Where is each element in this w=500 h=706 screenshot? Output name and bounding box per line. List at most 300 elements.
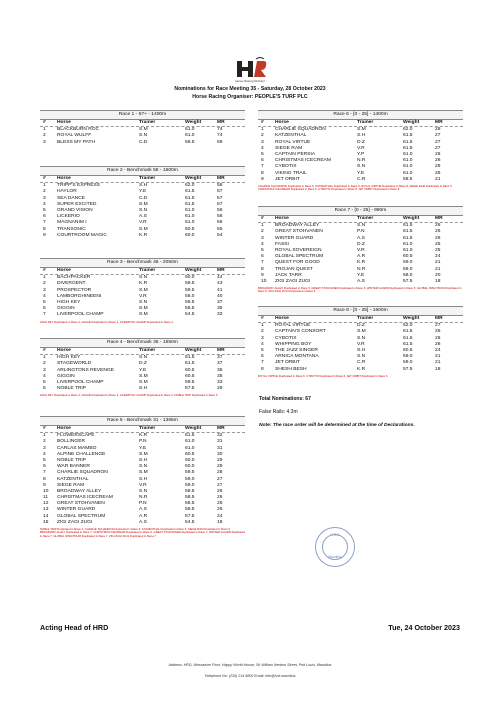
cell-horse: NOBLE TRIP [57, 386, 86, 392]
cell-trainer: N.R [357, 158, 366, 164]
cell-trainer: Y.E [139, 189, 147, 195]
duplicate-notes: HIGH KEY Duplicated in Race 4. GIGGIN Duplicated in Race 4. LIVERPOOL CHAMP Duplicated in Race 4 [40, 319, 173, 324]
cell-horse: GLOBAL SPECTRUM [57, 513, 106, 519]
cell-no: 8 [43, 226, 46, 232]
cell-mr: 32 [217, 433, 223, 439]
cell-weight: 61.0 [185, 207, 195, 213]
cell-trainer: K.R [357, 366, 366, 372]
cell-mr: 26 [435, 329, 441, 335]
cell-trainer: C.D [139, 195, 148, 201]
cell-horse: JET ORBIT [275, 360, 300, 366]
table-row [40, 312, 245, 318]
cell-trainer: S.N [139, 464, 148, 470]
cell-horse: ROYAL VIRTUE [275, 323, 311, 329]
cell-no: 1 [261, 223, 264, 229]
race-title: Race 4 - Benchmark 36 - 1650m [40, 338, 245, 348]
column-header-weight: Weight [403, 120, 420, 125]
cell-weight: 58.0 [403, 272, 413, 278]
cell-weight: 59.5 [185, 287, 195, 293]
cell-weight: 60.0 [185, 457, 195, 463]
cell-trainer: C.R [357, 360, 366, 366]
column-header-no: # [261, 216, 264, 221]
cell-weight: 57.5 [403, 366, 413, 372]
cell-weight: 61.0 [403, 247, 413, 253]
cell-mr: 26 [435, 164, 441, 170]
duplicate-notes: ROYAL VIRTUE Duplicated in Race 6. CYBOTIX Duplicated in Race 6. JET ORBIT Duplicated in Race 6 [258, 373, 388, 378]
cell-no: 1 [43, 355, 46, 361]
race-title: Race 5 - Benchmark 31 - 1365m [40, 416, 245, 426]
column-header-horse: Horse [275, 316, 289, 321]
cell-horse: ZIGI ZAGI ZUGI [275, 278, 311, 284]
cell-no: 6 [261, 354, 264, 360]
cell-weight: 60.5 [185, 373, 195, 379]
cell-horse: TROJAN QUEST [275, 266, 313, 272]
race-title: Race 7 - [0 - 25] - 990m [258, 206, 463, 216]
cell-mr: 57 [217, 195, 223, 201]
race-block-4 [40, 338, 245, 398]
cell-weight: 61.0 [185, 220, 195, 226]
cell-weight: 59.5 [185, 281, 195, 287]
cell-horse: BACHPACKER [57, 275, 91, 281]
cell-horse: ARLINGTONS REVENGE [57, 367, 114, 373]
cell-no: 9 [43, 232, 46, 238]
duplicate-notes: NOBLE TRIP Duplicated in Race 4. CHARLIE SQUADRON Duplicated in Race 6. KATZENTHAL Duplicated in Race 6. SIEGE RAM Duplicated in Race 6. BROADWAY ALLEY Duplicated in Race 7. CHRISTMAS ICECREAM Duplicated in Race 6. GREAT STOHVANEN Duplicated in Race 7. WINTER GUARD Duplicated in Race 7. GLOBAL SPECTRUM Duplicated in Race 7. ZIGI ZAGI ZUGI Duplicated in Race 7 [40, 527, 245, 538]
cell-mr: 31 [217, 439, 223, 445]
cell-no: 9 [261, 176, 264, 182]
cell-trainer: S.N [139, 355, 148, 361]
column-header-trainer: Trainer [357, 120, 374, 125]
cell-trainer: S.H [357, 133, 366, 139]
cell-no: 4 [43, 201, 46, 207]
column-header-no: # [43, 348, 46, 353]
cell-trainer: S.N [139, 275, 148, 281]
cell-trainer: S.H [139, 183, 148, 189]
cell-horse: BLESS MY PATH [57, 139, 96, 145]
organiser-line: Horse Racing Organiser: PEOPLE'S TURF PLC [192, 94, 308, 100]
cell-trainer: V.R [139, 482, 147, 488]
cell-horse: WAR BANNER [57, 464, 90, 470]
cell-trainer: A.S [357, 278, 365, 284]
cell-mr: 27 [435, 323, 441, 329]
cell-weight: 61.5 [403, 341, 413, 347]
cell-no: 2 [43, 439, 46, 445]
cell-trainer: P.N [139, 501, 147, 507]
cell-trainer: V.R [357, 341, 365, 347]
race-title: Race 8 - [0 - 25] - 1600m [258, 306, 463, 316]
race-block-2 [40, 166, 245, 239]
cell-mr: 24 [435, 347, 441, 353]
cell-no: 3 [43, 195, 46, 201]
cell-mr: 18 [217, 519, 223, 525]
cell-trainer: S.M [357, 329, 366, 335]
cell-horse: SIEGE RAM [275, 145, 303, 151]
cell-mr: 56 [217, 207, 223, 213]
cell-weight: 60.0 [185, 232, 195, 238]
cell-no: 4 [261, 341, 264, 347]
cell-no: 5 [261, 151, 264, 157]
cell-weight: 60.0 [185, 275, 195, 281]
cell-no: 15 [43, 519, 49, 525]
cell-no: 6 [43, 464, 46, 470]
cell-horse: KATZENTHAL [57, 476, 89, 482]
cell-no: 10 [43, 488, 49, 494]
cell-no: 2 [261, 133, 264, 139]
cell-weight: 57.5 [185, 513, 195, 519]
cell-trainer: S.M [139, 379, 148, 385]
column-header-no: # [261, 120, 264, 125]
cell-horse: CHRISTMAS ICECREAM [57, 495, 113, 501]
cell-no: 5 [43, 207, 46, 213]
hrd-stamp [315, 527, 355, 567]
cell-no: 1 [43, 183, 46, 189]
cell-no: 3 [43, 367, 46, 373]
cell-horse: ROYAL SOVEREIGN [275, 247, 322, 253]
cell-horse: FLOWERSCAPE [57, 433, 95, 439]
cell-no: 5 [43, 379, 46, 385]
cell-mr: 55 [217, 226, 223, 232]
cell-weight: 58.5 [403, 176, 413, 182]
cell-trainer: Y.E [139, 367, 147, 373]
race-title: Race 2 - Benchmark 56 - 1600m [40, 166, 245, 176]
cell-trainer: K.R [357, 260, 366, 266]
cell-trainer: S.H [357, 347, 366, 353]
cell-mr: 27 [435, 133, 441, 139]
cell-no: 2 [43, 189, 46, 195]
cell-weight: 57.5 [403, 278, 413, 284]
cell-horse: ALPINE CHALLENGE [57, 451, 106, 457]
column-header-weight: Weight [185, 268, 202, 273]
cell-no: 2 [43, 133, 46, 139]
cell-mr: 33 [217, 312, 223, 318]
cell-mr: 26 [217, 507, 223, 513]
duplicate-notes: CHARLIE SQUADRON Duplicated in Race 5. KATZENTHAL Duplicated in Race 5. ROYAL VIRTUE Duplicated in Race 8. SIEGE RAM Duplicated in Race 5. CHRISTMAS ICECREAM Duplicated in Race 5. CYBOTIX Duplicated in Race 8. JET ORBIT Duplicated in Race 8 [258, 183, 453, 192]
cell-mr: 57 [217, 189, 223, 195]
cell-no: 7 [43, 312, 46, 318]
cell-no: 8 [43, 476, 46, 482]
cell-mr: 33 [217, 379, 223, 385]
cell-no: 6 [43, 214, 46, 220]
cell-no: 6 [261, 254, 264, 260]
cell-mr: 21 [435, 354, 441, 360]
column-header-weight: Weight [185, 176, 202, 181]
cell-no: 3 [261, 335, 264, 341]
cell-horse: CARLAS MAMBO [57, 445, 97, 451]
cell-no: 1 [43, 433, 46, 439]
cell-horse: SHESH BESH [275, 366, 307, 372]
cell-horse: ROYAL VIRTUE [275, 139, 311, 145]
cell-trainer: Y.P [357, 151, 365, 157]
cell-horse: GIGGIN [57, 373, 75, 379]
cell-trainer: A.S [139, 507, 147, 513]
cell-weight: 61.0 [403, 241, 413, 247]
cell-horse: LAMBORGHINEENI [57, 293, 102, 299]
cell-no: 3 [43, 139, 46, 145]
cell-horse: HIGH KEY [57, 299, 81, 305]
false-rails: False Rails: 4.3m [259, 409, 298, 415]
cell-mr: 20 [435, 272, 441, 278]
cell-horse: QUEST FOR GOOD [275, 260, 320, 266]
cell-weight: 61.5 [185, 355, 195, 361]
column-header-no: # [43, 426, 46, 431]
cell-weight: 58.5 [185, 507, 195, 513]
cell-horse: JET ORBIT [275, 176, 300, 182]
cell-weight: 59.0 [403, 360, 413, 366]
cell-trainer: C.D [139, 139, 148, 145]
cell-trainer: S.M [357, 127, 366, 133]
cell-mr: 37 [217, 355, 223, 361]
column-header-horse: Horse [57, 348, 71, 353]
cell-weight: 60.5 [403, 254, 413, 260]
cell-trainer: A.S [139, 519, 147, 525]
column-header-mr: MR [217, 176, 225, 181]
cell-trainer: S.M [139, 287, 148, 293]
cell-weight: 60.5 [185, 451, 195, 457]
cell-weight: 61.0 [403, 164, 413, 170]
column-header-horse: Horse [275, 216, 289, 221]
cell-trainer: N.R [139, 495, 148, 501]
footer-address: Address: HRD, Mezzanine Floor, Happy World House, Sir William Newton Street, Port Louis, Mauritius [168, 663, 332, 667]
race-block-6 [258, 110, 463, 192]
cell-horse: SIEGE RAM [57, 482, 85, 488]
cell-mr: 27 [217, 476, 223, 482]
cell-no: 1 [43, 275, 46, 281]
cell-trainer: S.M [139, 127, 148, 133]
cell-weight: 61.0 [185, 214, 195, 220]
cell-mr: 35 [217, 373, 223, 379]
cell-no: 2 [43, 361, 46, 367]
cell-weight: 61.5 [403, 223, 413, 229]
cell-mr: 26 [217, 488, 223, 494]
cell-mr: 41 [217, 287, 223, 293]
cell-mr: 21 [435, 260, 441, 266]
column-header-horse: Horse [275, 120, 289, 125]
declaration-note: Note: The race order will be determined at the time of Declarations. [259, 423, 415, 428]
column-header-horse: Horse [57, 268, 71, 273]
cell-mr: 25 [435, 247, 441, 253]
cell-horse: CAPTAIN'S CONSORT [275, 329, 326, 335]
cell-trainer: S.M [139, 201, 148, 207]
cell-trainer: S.M [139, 470, 148, 476]
column-header-mr: MR [435, 216, 443, 221]
cell-trainer: C.R [357, 176, 366, 182]
cell-no: 3 [43, 287, 46, 293]
cell-weight: 58.5 [185, 488, 195, 494]
column-header-horse: Horse [57, 426, 71, 431]
cell-horse: CYBOTIX [275, 164, 297, 170]
cell-mr: 58 [217, 183, 223, 189]
cell-weight: 58.5 [185, 501, 195, 507]
cell-weight: 61.5 [403, 329, 413, 335]
cell-mr: 26 [435, 170, 441, 176]
cell-weight: 61.0 [185, 127, 195, 133]
cell-trainer: N.R [357, 266, 366, 272]
cell-mr: 37 [217, 299, 223, 305]
race-block-8 [258, 306, 463, 378]
column-header-mr: MR [435, 120, 443, 125]
column-header-mr: MR [217, 268, 225, 273]
footer-contact: Telephone No: (230) 214 9800 Email: info@hrd.mauritius [204, 674, 296, 678]
cell-mr: 27 [217, 482, 223, 488]
cell-horse: GREAT STOHVANEN [275, 229, 323, 235]
column-header-no: # [43, 176, 46, 181]
column-header-weight: Weight [185, 348, 202, 353]
cell-no: 1 [43, 127, 46, 133]
cell-weight: 62.0 [403, 323, 413, 329]
cell-horse: GREAT STOHVANEN [57, 501, 105, 507]
total-nominations: Total Nominations: 67 [259, 396, 311, 402]
cell-trainer: S.M [139, 312, 148, 318]
cell-horse: THE JAZZ SINGER [275, 347, 318, 353]
cell-no: 6 [43, 386, 46, 392]
cell-mr: 26 [435, 341, 441, 347]
column-header-mr: MR [217, 348, 225, 353]
cell-no: 7 [261, 360, 264, 366]
cell-trainer: S.N [139, 133, 148, 139]
duplicate-notes: BROADWAY ALLEY Duplicated in Race 5. GREAT STOHVANEN Duplicated in Race 5. WINTER GUARD Duplicated in Race 5. GLOBAL SPECTRUM Duplicated in Race 5. ZIGI ZAGI ZUGI Duplicated in Race 5 [258, 286, 462, 294]
cell-horse: CYBOTIX [275, 335, 297, 341]
cell-trainer: D.Z [139, 361, 147, 367]
cell-horse: ARNICA MONTANA [275, 354, 319, 360]
cell-no: 4 [261, 241, 264, 247]
column-header-trainer: Trainer [357, 316, 374, 321]
column-header-weight: Weight [185, 120, 202, 125]
cell-mr: 56 [217, 214, 223, 220]
cell-horse: MAGNANIM I [57, 220, 87, 226]
cell-horse: CHARLIE SQUADRON [57, 470, 108, 476]
column-header-trainer: Trainer [139, 268, 156, 273]
cell-weight: 61.5 [403, 133, 413, 139]
cell-no: 3 [43, 445, 46, 451]
cell-no: 3 [261, 235, 264, 241]
cell-trainer: V.R [357, 145, 365, 151]
cell-mr: 74 [217, 127, 223, 133]
column-header-weight: Weight [185, 426, 202, 431]
logo-caption: Horse Racing Division [235, 79, 265, 83]
cell-horse: GIGGIN [57, 306, 75, 312]
table-row [258, 367, 463, 373]
cell-mr: 18 [435, 366, 441, 372]
cell-no: 1 [261, 127, 264, 133]
cell-no: 7 [43, 220, 46, 226]
cell-weight: 58.5 [185, 495, 195, 501]
cell-no: 8 [261, 170, 264, 176]
cell-no: 5 [261, 347, 264, 353]
cell-horse: BROADWAY ALLEY [57, 488, 102, 494]
cell-horse: SUPER EXCITED [57, 201, 97, 207]
cell-trainer: K.R [139, 232, 148, 238]
cell-weight: 55.5 [185, 306, 195, 312]
race-title: Race 6 - [0 - 25] - 1400m [258, 110, 463, 120]
column-header-horse: Horse [57, 176, 71, 181]
cell-mr: 30 [217, 451, 223, 457]
document-title: Nominations for Race Meeting 35 - Saturday, 28 October 2023 [174, 86, 326, 92]
cell-weight: 61.5 [403, 235, 413, 241]
column-header-no: # [43, 268, 46, 273]
cell-no: 10 [261, 278, 267, 284]
cell-mr: 31 [217, 445, 223, 451]
cell-horse: WHIPPING BOY [275, 341, 312, 347]
cell-weight: 61.5 [185, 361, 195, 367]
column-header-trainer: Trainer [139, 176, 156, 181]
cell-weight: 61.5 [185, 189, 195, 195]
cell-weight: 54.5 [185, 312, 195, 318]
cell-no: 2 [43, 281, 46, 287]
race-block-5 [40, 416, 245, 538]
cell-weight: 59.0 [185, 482, 195, 488]
cell-horse: KATZENTHAL [275, 133, 307, 139]
cell-horse: NOBLE TRIP [57, 457, 86, 463]
cell-horse: VIKING TRAIL [275, 170, 307, 176]
cell-weight: 59.5 [185, 379, 195, 385]
cell-trainer: S.N [357, 223, 366, 229]
cell-horse: LIVERPOOL CHAMP [57, 379, 104, 385]
cell-weight: 59.0 [185, 476, 195, 482]
cell-trainer: S.N [357, 164, 366, 170]
cell-horse: HIGH KEY [57, 355, 81, 361]
cell-weight: 61.0 [403, 151, 413, 157]
cell-mr: 44 [217, 275, 223, 281]
table-row [40, 386, 245, 392]
cell-horse: DIVERGENT [57, 281, 86, 287]
cell-horse: WINTER GUARD [275, 235, 314, 241]
cell-weight: 61.5 [403, 139, 413, 145]
cell-trainer: S.M [139, 373, 148, 379]
column-header-horse: Horse [57, 120, 71, 125]
cell-trainer: S.M [139, 451, 148, 457]
cell-weight: 62.0 [185, 183, 195, 189]
cell-trainer: K.R [139, 281, 148, 287]
cell-mr: 28 [435, 127, 441, 133]
cell-trainer: S.H [139, 457, 148, 463]
cell-no: 7 [261, 164, 264, 170]
cell-weight: 58.0 [185, 293, 195, 299]
cell-trainer: V.R [139, 293, 147, 299]
cell-mr: 74 [217, 133, 223, 139]
cell-mr: 40 [217, 293, 223, 299]
cell-mr: 25 [435, 241, 441, 247]
cell-horse: WINTER GUARD [57, 507, 96, 513]
column-header-trainer: Trainer [139, 120, 156, 125]
cell-mr: 28 [217, 470, 223, 476]
table-row [40, 520, 245, 526]
cell-mr: 27 [435, 139, 441, 145]
cell-trainer: Y.E [357, 170, 365, 176]
cell-mr: 21 [435, 360, 441, 366]
cell-horse: BOLLINGER [57, 439, 85, 445]
cell-no: 7 [261, 260, 264, 266]
cell-weight: 58.5 [185, 139, 195, 145]
cell-mr: 24 [217, 513, 223, 519]
column-header-mr: MR [435, 316, 443, 321]
cell-weight: 61.5 [403, 335, 413, 341]
cell-trainer: S.H [139, 386, 148, 392]
cell-trainer: S.N [139, 488, 148, 494]
cell-horse: TRANSONIC [57, 226, 86, 232]
cell-mr: 29 [217, 464, 223, 470]
cell-horse: FASSI [275, 241, 289, 247]
cell-trainer: S.N [357, 335, 366, 341]
column-header-mr: MR [217, 426, 225, 431]
cell-trainer: P.N [357, 229, 365, 235]
cell-no: 2 [261, 329, 264, 335]
race-title: Race 3 - Benchmark 46 - 2050m [40, 258, 245, 268]
cell-mr: 29 [217, 457, 223, 463]
cell-no: 5 [43, 299, 46, 305]
cell-no: 12 [43, 501, 49, 507]
race-block-3 [40, 258, 245, 324]
cell-trainer: K.R [139, 433, 148, 439]
cell-no: 6 [43, 306, 46, 312]
